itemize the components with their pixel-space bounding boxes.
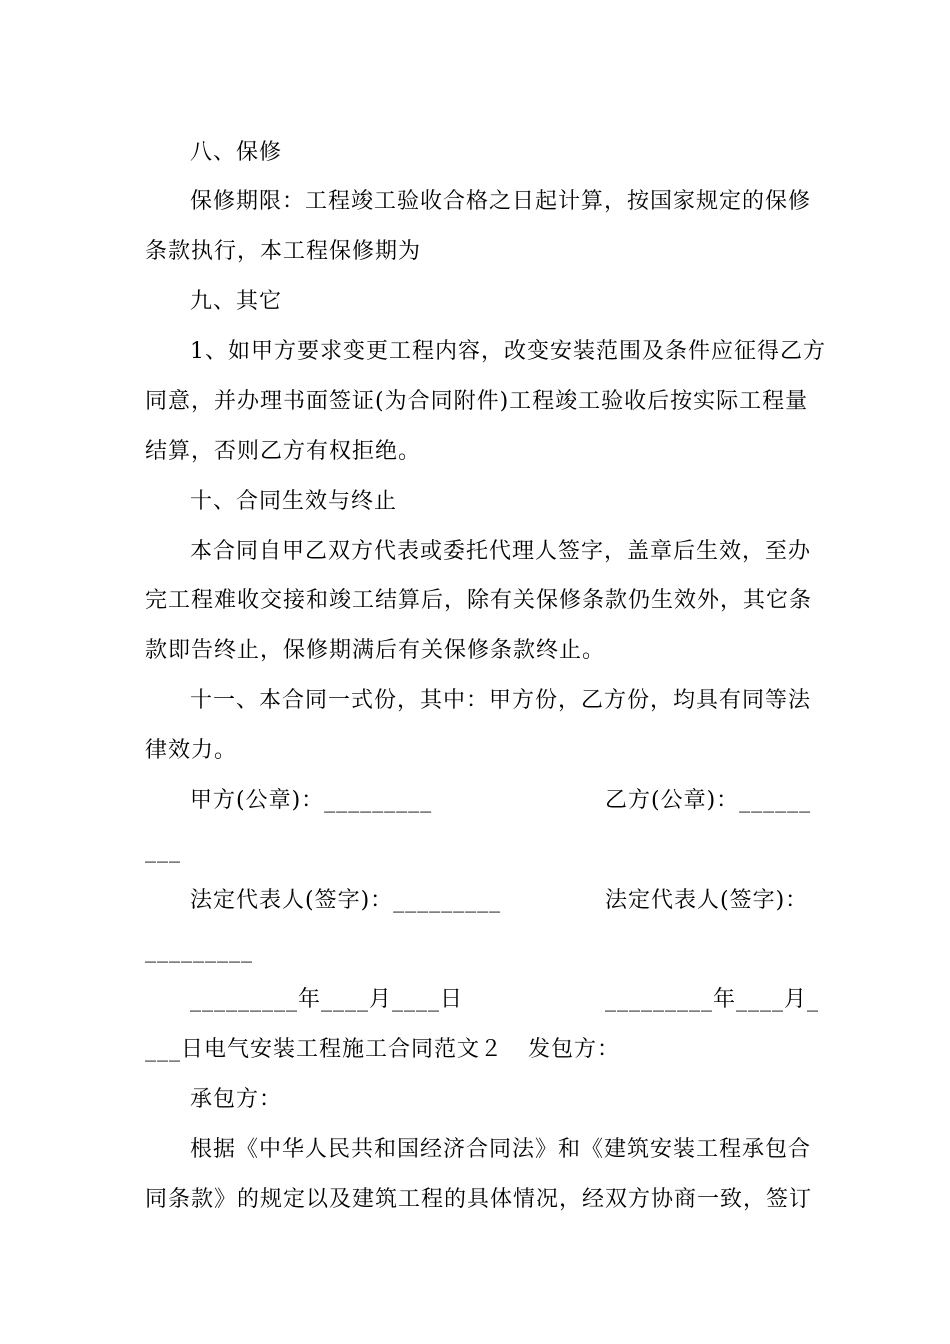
party-b-representative-field: 法定代表人(签字)： [605, 888, 809, 913]
intro-text-line-1: 根据《中华人民共和国经济合同法》和《建筑安装工程承包合 [190, 1137, 812, 1162]
party-b-seal-field-continued: ___ [145, 838, 181, 863]
party-a-seal-field: 甲方(公章)：_________ [190, 788, 433, 813]
section-10-heading: 十、合同生效与终止 [190, 489, 398, 514]
party-b-date-field: _________年____月_ [605, 987, 820, 1012]
party-b-seal-field: 乙方(公章)：______ [605, 788, 812, 813]
section-8-heading: 八、保修 [190, 140, 283, 165]
section-10-text-line-1: 本合同自甲乙双方代表或委托代理人签字，盖章后生效，至办 [190, 539, 812, 564]
section-10-text-line-2: 完工程难收交接和竣工结算后，除有关保修条款仍生效外，其它条 [145, 588, 813, 613]
party-b-date-continued-and-title: ___日电气安装工程施工合同范文２ [145, 1037, 504, 1062]
section-11-text-line-1: 十一、本合同一式份，其中：甲方份，乙方份，均具有同等法 [190, 688, 812, 713]
section-9-heading: 九、其它 [190, 289, 283, 314]
intro-text-line-2: 同条款》的规定以及建筑工程的具体情况，经双方协商一致，签订 [145, 1187, 813, 1212]
contractor-label: 承包方： [190, 1087, 283, 1112]
section-8-text-line-1: 保修期限：工程竣工验收合格之日起计算，按国家规定的保修 [190, 189, 812, 214]
section-9-text-line-3: 结算，否则乙方有权拒绝。 [145, 439, 422, 464]
section-8-text-line-2: 条款执行，本工程保修期为 [145, 239, 422, 264]
party-b-representative-field-continued: _________ [145, 938, 253, 963]
section-9-text-line-2: 同意，并办理书面签证(为合同附件)工程竣工验收后按实际工程量 [145, 389, 809, 414]
section-10-text-line-3: 款即告终止，保修期满后有关保修条款终止。 [145, 638, 606, 663]
party-a-date-field: _________年____月____日 [190, 987, 464, 1012]
section-11-text-line-2: 律效力。 [145, 738, 238, 763]
section-9-text-line-1: 1、如甲方要求变更工程内容，改变安装范围及条件应征得乙方 [190, 339, 826, 364]
party-a-representative-field: 法定代表人(签字)：_________ [190, 888, 502, 913]
issuer-label: 发包方： [528, 1037, 621, 1062]
